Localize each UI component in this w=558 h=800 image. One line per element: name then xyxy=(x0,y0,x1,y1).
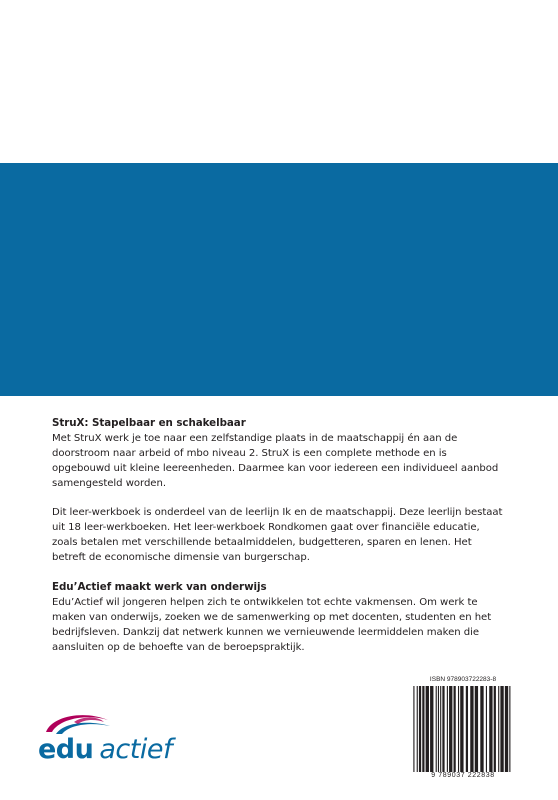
isbn-label: ISBN 978903722283-8 xyxy=(429,676,497,683)
section-line: maken van onderwijs, zoeken we de samenwerking op met docenten, studenten en het xyxy=(52,612,492,623)
barcode-bar xyxy=(486,686,487,772)
back-cover-text xyxy=(52,416,514,655)
barcode-bar xyxy=(442,686,444,772)
barcode-bar xyxy=(449,686,452,772)
barcode-bar xyxy=(498,686,499,772)
barcode-bar xyxy=(460,686,463,772)
section-line: bedrijfsleven. Dankzij dat netwerk kunnen we vernieuwende leermiddelen maken die xyxy=(52,627,480,638)
barcode-bar xyxy=(494,686,496,772)
eduactief-logo xyxy=(38,710,208,782)
section-line: Dit leer-werkboek is onderdeel van de leerlijn Ik en de maatschappij. Deze leerlijn bestaat xyxy=(52,507,503,518)
barcode-digits: 9 789037 222838 xyxy=(431,772,495,779)
logo-wordmark xyxy=(38,734,172,765)
barcode-bar xyxy=(489,686,492,772)
section-line: uit 18 leer-werkboeken. Het leer-werkboek Rondkomen gaat over financiële educatie, xyxy=(52,522,480,533)
barcode-bar xyxy=(436,686,437,772)
barcode-bar xyxy=(440,686,441,772)
barcode-bar xyxy=(509,686,510,772)
barcode-bar xyxy=(505,686,508,772)
barcode-bar xyxy=(417,686,418,772)
section-line: betreft de economische dimensie van burgerschap. xyxy=(52,552,310,563)
barcode-bar xyxy=(475,686,478,772)
barcode-bar xyxy=(447,686,448,772)
barcode-bar xyxy=(430,686,433,772)
barcode-bar xyxy=(454,686,456,772)
barcode-bar xyxy=(480,686,483,772)
barcode-bars xyxy=(410,686,516,772)
section-line: aansluiten op de behoefte van de beroepspraktijk. xyxy=(52,642,305,653)
barcode-bar xyxy=(438,686,439,772)
logo-part-edu: edu xyxy=(38,734,94,765)
barcode-bar xyxy=(413,686,414,772)
section-line: doorstroom naar arbeid of mbo niveau 2. StruX is een complete methode en is xyxy=(52,448,447,459)
barcode-bar xyxy=(419,686,421,772)
isbn-barcode xyxy=(408,676,518,784)
section-line: zoals betalen met verschillende betaalmiddelen, budgetteren, sparen en lenen. Het xyxy=(52,537,472,548)
barcode-bar xyxy=(426,686,429,772)
barcode-bar xyxy=(470,686,473,772)
section-heading-eduactief: Edu’Actief maakt werk van onderwijs xyxy=(52,581,267,593)
section-line: Edu’Actief wil jongeren helpen zich te ontwikkelen tot echte vakmensen. Om werk te xyxy=(52,597,478,608)
barcode-bar xyxy=(466,686,468,772)
cover-color-band xyxy=(0,163,558,396)
section-heading-strux: StruX: Stapelbaar en schakelbaar xyxy=(52,417,246,429)
section-line: opgebouwd uit kleine leereenheden. Daarmee kan voor iedereen een individueel aanbod xyxy=(52,463,499,474)
barcode-bar xyxy=(500,686,503,772)
section-line: Met StruX werk je toe naar een zelfstandige plaats in de maatschappij én aan de xyxy=(52,433,458,444)
barcode-bar xyxy=(422,686,424,772)
barcode-bar xyxy=(458,686,459,772)
section-line: samengesteld worden. xyxy=(52,478,166,489)
logo-part-actief: actief xyxy=(99,734,172,765)
